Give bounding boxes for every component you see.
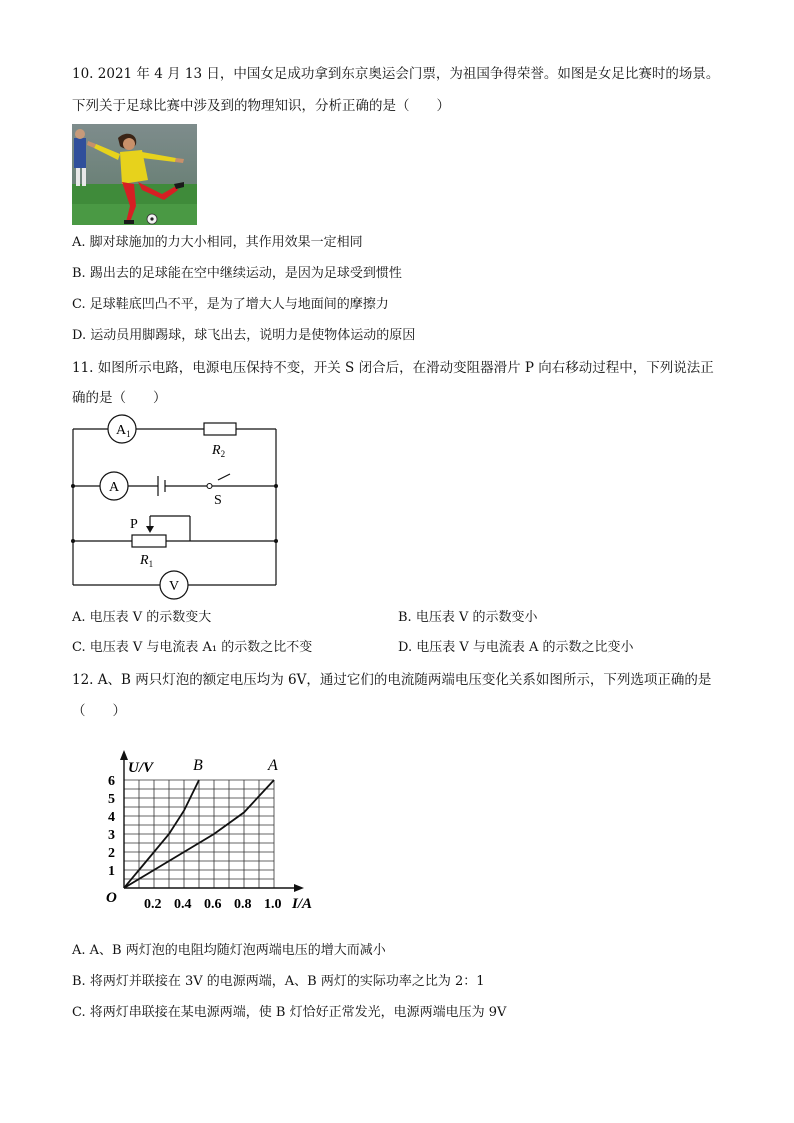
ammeter-a1-label: $A_1$ — [116, 423, 131, 439]
q11-option-d: D. 电压表 V 与电流表 A 的示数之比变小 — [398, 640, 634, 655]
q12-stem-line1: 12. A、B 两只灯泡的额定电压均为 6V，通过它们的电流随两端电压变化关系如图所示，下列选项正确的是 — [72, 672, 712, 688]
x-tick-label: 0.2 — [144, 897, 162, 912]
y-tick-label: 1 — [108, 864, 115, 879]
circuit-diagram — [66, 412, 286, 602]
resistor-r1-label: $R_1$ — [140, 553, 154, 569]
y-tick-label: 3 — [108, 828, 115, 843]
q11-option-c: C. 电压表 V 与电流表 A₁ 的示数之比不变 — [72, 640, 313, 655]
q11-option-a: A. 电压表 V 的示数变大 — [72, 610, 212, 625]
x-axis-label: I/A — [292, 896, 313, 912]
series-label-b: B — [193, 757, 203, 774]
q10-stem-line1: 10. 2021 年 4 月 13 日，中国女足成功拿到东京奥运会门票，为祖国争得荣誉。如图是女足比赛时的场景。 — [72, 66, 720, 82]
q11-stem-line1: 11. 如图所示电路，电源电压保持不变，开关 S 闭合后，在滑动变阻器滑片 P 向右移动过程中，下列说法正 — [72, 360, 714, 376]
y-axis-label: U/V — [128, 760, 154, 776]
y-tick-label: 4 — [108, 810, 115, 825]
u-i-graph — [100, 750, 330, 920]
q12-option-b: B. 将两灯并联接在 3V 的电源两端，A、B 两灯的实际功率之比为 2：1 — [72, 974, 485, 989]
switch-s-label: S — [214, 493, 222, 508]
q10-option-a: A. 脚对球施加的力大小相同，其作用效果一定相同 — [72, 235, 363, 250]
voltmeter-v-label: V — [169, 579, 180, 594]
q10-option-c: C. 足球鞋底凹凸不平，是为了增大人与地面间的摩擦力 — [72, 297, 389, 312]
x-tick-label: 0.8 — [234, 897, 252, 912]
q10-stem-line2: 下列关于足球比赛中涉及到的物理知识，分析正确的是（ ） — [72, 98, 450, 114]
q12-option-a: A. A、B 两灯泡的电阻均随灯泡两端电压的增大而减小 — [72, 943, 386, 958]
q12-stem-line2: （ ） — [72, 703, 126, 719]
ammeter-a-label: A — [109, 480, 120, 495]
slider-p-label: P — [130, 517, 138, 532]
soccer-player-photo — [72, 124, 197, 225]
y-tick-label: 6 — [108, 774, 115, 789]
origin-label: O — [106, 890, 117, 906]
y-axis-arrow — [120, 750, 128, 760]
x-tick-label: 0.4 — [174, 897, 192, 912]
q11-stem-line2: 确的是（ ） — [72, 390, 167, 406]
q10-option-b: B. 踢出去的足球能在空中继续运动，是因为足球受到惯性 — [72, 266, 402, 281]
x-tick-label: 1.0 — [264, 897, 282, 912]
x-tick-label: 0.6 — [204, 897, 222, 912]
y-tick-label: 5 — [108, 792, 115, 807]
x-axis-arrow — [294, 884, 304, 892]
y-tick-label: 2 — [108, 846, 115, 861]
resistor-r2-label: $R_2$ — [212, 443, 226, 459]
series-label-a: A — [268, 757, 278, 774]
q12-option-c: C. 将两灯串联接在某电源两端，使 B 灯恰好正常发光，电源两端电压为 9V — [72, 1005, 507, 1020]
chart-plot-area — [124, 774, 280, 888]
q10-option-d: D. 运动员用脚踢球，球飞出去，说明力是使物体运动的原因 — [72, 328, 416, 343]
q11-option-b: B. 电压表 V 的示数变小 — [398, 610, 538, 625]
